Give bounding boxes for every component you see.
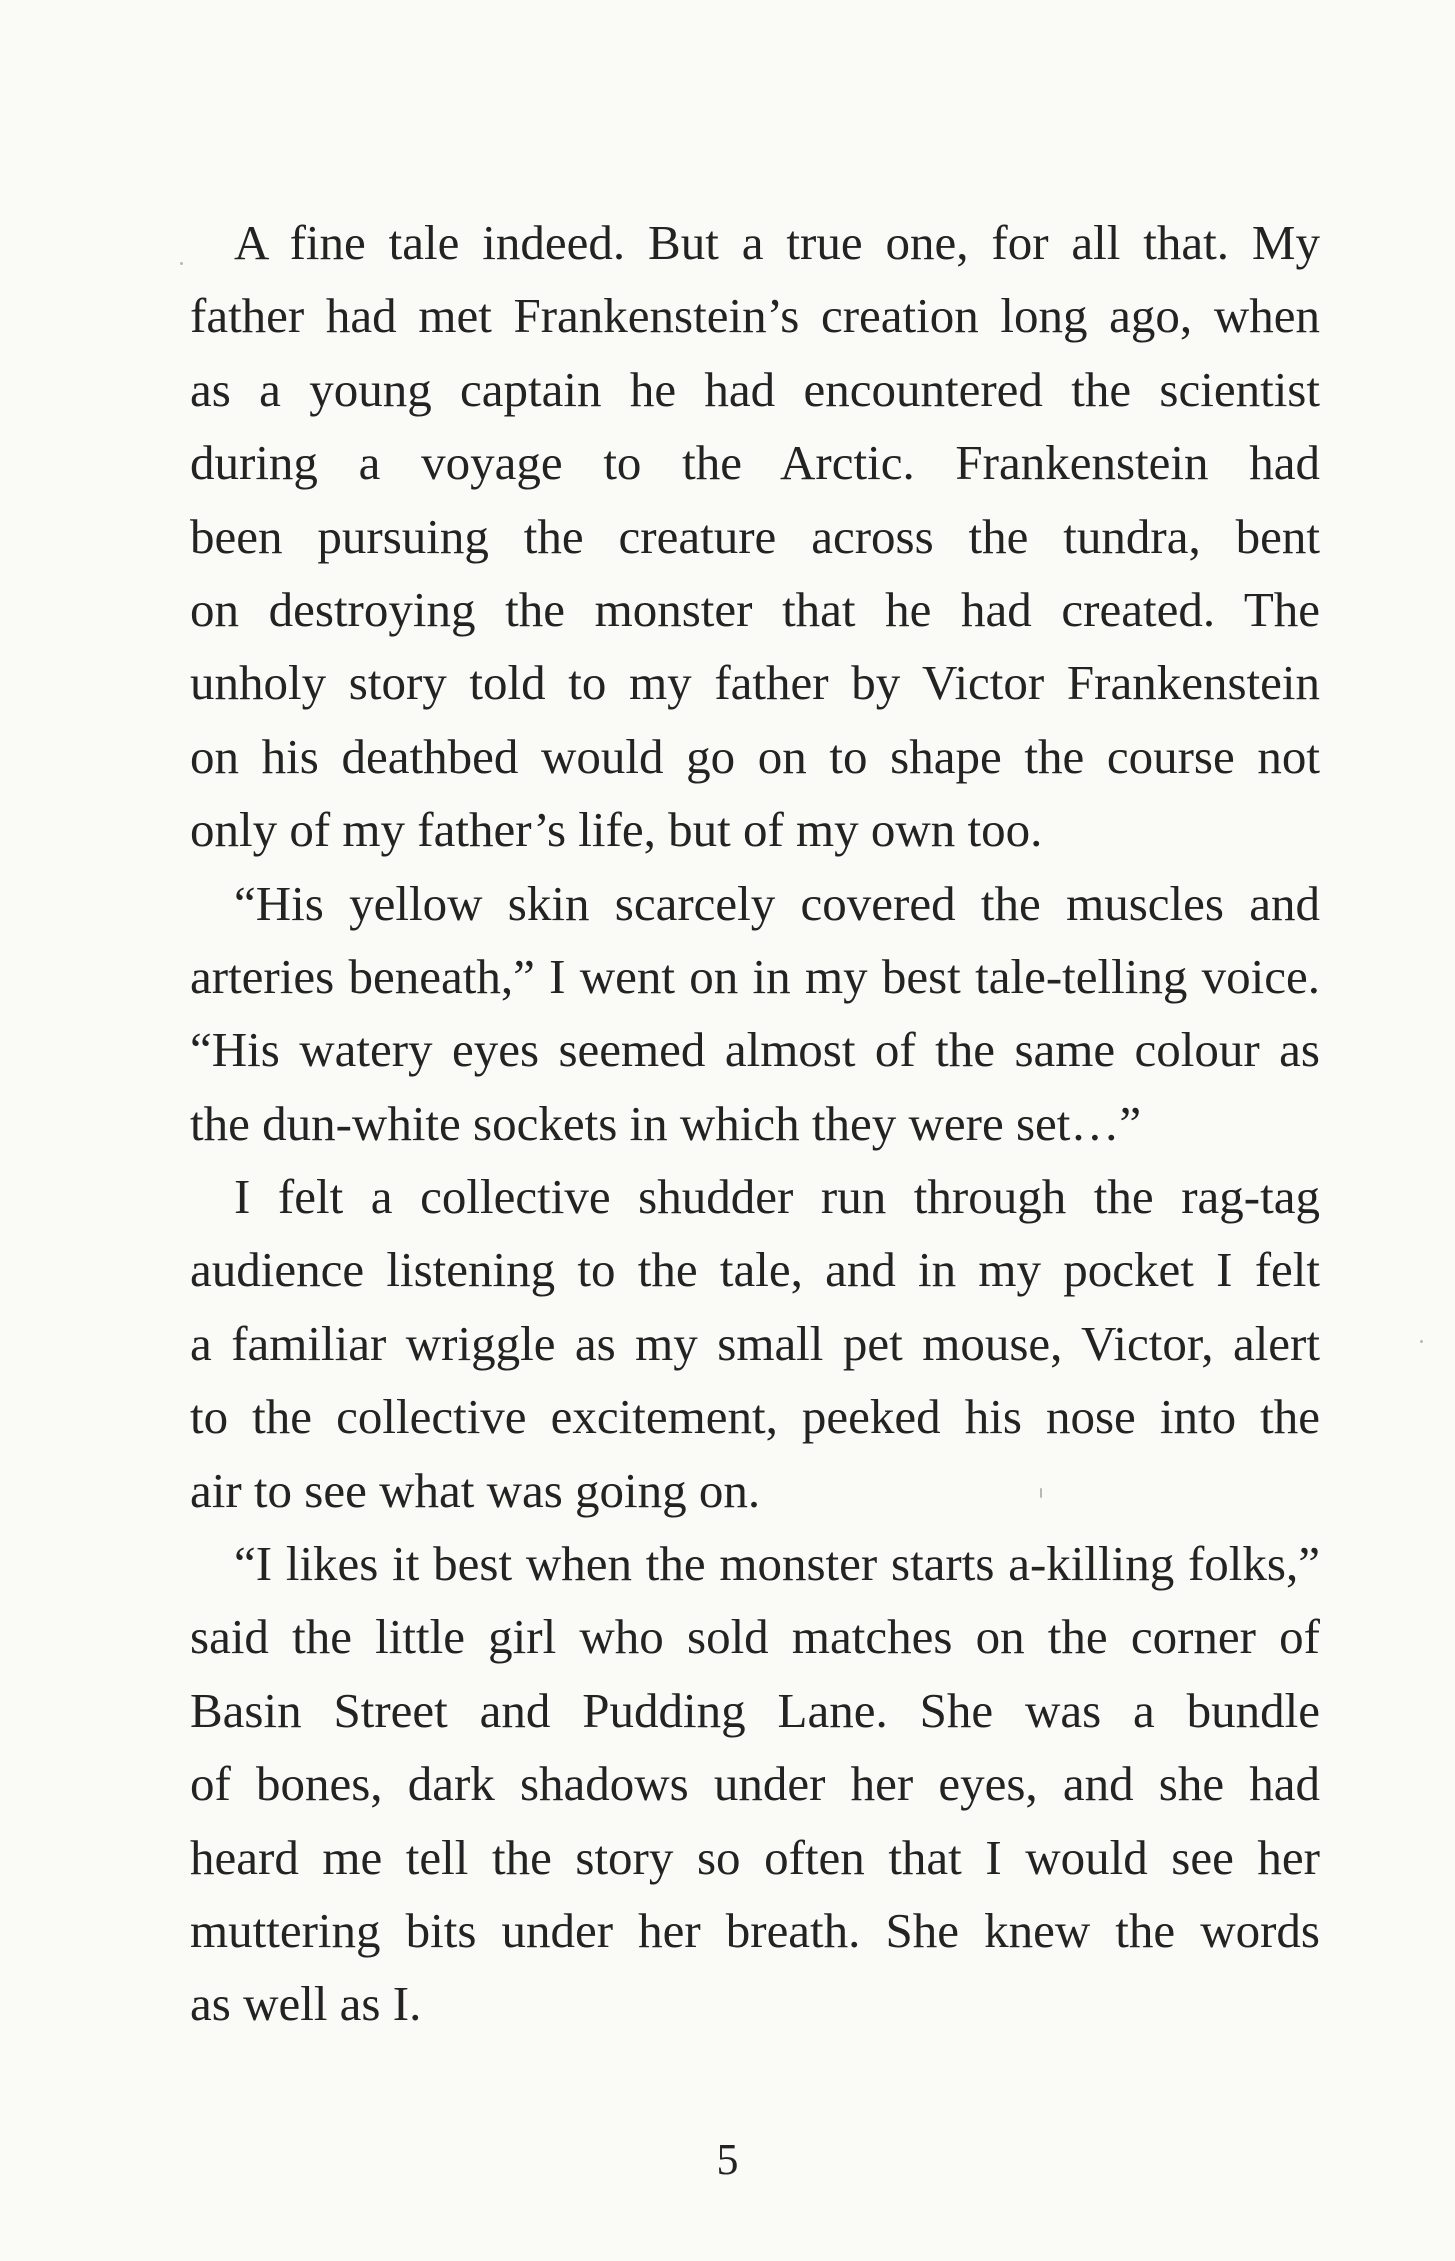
text-line: as well as I.	[190, 1976, 422, 2032]
text-line: muttering bits under her breath. She knew the words	[190, 1902, 1320, 1958]
paper-speck	[180, 262, 183, 265]
text-line: to the collective excitement, peeked his nose into the	[190, 1389, 1320, 1445]
text-line: arteries beneath,” I went on in my best tale-telling voice.	[190, 948, 1320, 1004]
text-line: air to see what was going on.	[190, 1462, 761, 1518]
paragraph-1	[190, 206, 1320, 867]
page-number: 5	[716, 2135, 739, 2184]
text-line: as a young captain he had encountered the scientist	[190, 361, 1320, 417]
text-line: on his deathbed would go on to shape the course not	[190, 728, 1320, 784]
paragraph-4	[190, 1527, 1320, 2041]
text-line: unholy story told to my father by Victor Frankenstein	[190, 655, 1320, 711]
text-line: the dun-white sockets in which they were set…”	[190, 1095, 1142, 1151]
text-line: a familiar wriggle as my small pet mouse, Victor, alert	[190, 1315, 1320, 1371]
body-text	[190, 206, 1320, 2041]
text-line: “His yellow skin scarcely covered the muscles and	[234, 875, 1320, 931]
text-line: audience listening to the tale, and in my pocket I felt	[190, 1242, 1320, 1298]
text-line: heard me tell the story so often that I would see her	[190, 1829, 1320, 1885]
text-line: I felt a collective shudder run through the rag-tag	[234, 1169, 1320, 1225]
text-line: said the little girl who sold matches on the corner of	[190, 1609, 1320, 1665]
text-line: only of my father’s life, but of my own too.	[190, 802, 1043, 858]
text-line: father had met Frankenstein’s creation long ago, when	[190, 288, 1320, 344]
text-line: “I likes it best when the monster starts a-killing folks,”	[234, 1536, 1320, 1592]
text-line: during a voyage to the Arctic. Frankenstein had	[190, 435, 1320, 491]
text-line: of bones, dark shadows under her eyes, and she had	[190, 1756, 1320, 1812]
paper-speck	[1040, 1488, 1042, 1498]
text-line: been pursuing the creature across the tundra, bent	[190, 508, 1320, 564]
text-line: “His watery eyes seemed almost of the same colour as	[190, 1022, 1320, 1078]
paragraph-3	[190, 1160, 1320, 1527]
text-line: on destroying the monster that he had created. The	[190, 581, 1320, 637]
text-line: A fine tale indeed. But a true one, for all that. My	[234, 215, 1320, 270]
paper-speck	[1420, 1340, 1423, 1343]
text-line: Basin Street and Pudding Lane. She was a bundle	[190, 1682, 1320, 1738]
paragraph-2	[190, 867, 1320, 1161]
